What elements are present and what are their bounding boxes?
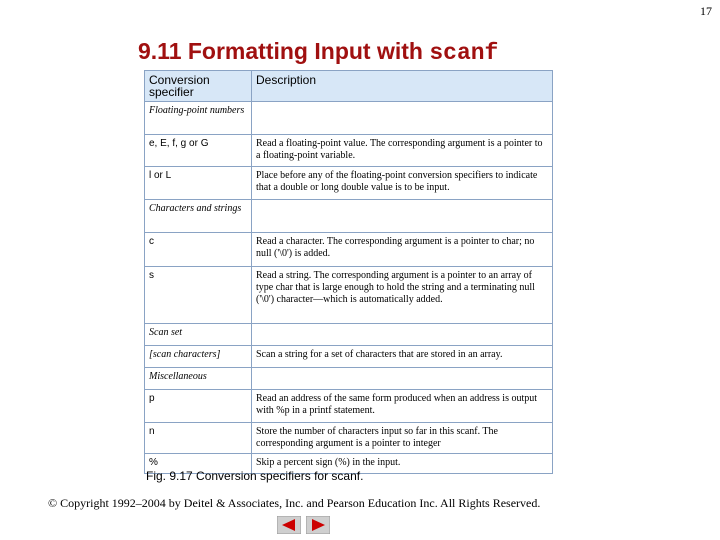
left-arrow-icon[interactable] (277, 516, 301, 534)
table-header-row (145, 71, 553, 102)
title-code: scanf (429, 40, 499, 66)
conversion-specifier-table (144, 70, 553, 474)
specifier-cell: n (145, 423, 252, 454)
specifier-cell: c (145, 233, 252, 267)
specifier-cell: Miscellaneous (145, 368, 252, 390)
table-row (145, 167, 553, 200)
specifier-cell: Floating-point numbers (145, 102, 252, 135)
description-cell: Place before any of the floating-point conversion specifiers to indicate that a double or long double value is to be input. (252, 167, 553, 200)
slide-title (138, 38, 498, 66)
specifier-cell: p (145, 390, 252, 423)
table-row (145, 200, 553, 233)
title-text: 9.11 Formatting Input with (138, 38, 430, 64)
table-row (145, 233, 553, 267)
copyright-notice: © Copyright 1992–2004 by Deitel & Associates, Inc. and Pearson Education Inc. All Rights Reserved. (48, 496, 541, 510)
specifier-cell: % (145, 454, 252, 474)
specifier-cell: [scan characters] (145, 346, 252, 368)
right-arrow-icon[interactable] (306, 516, 330, 534)
description-cell: Read a character. The corresponding argument is a pointer to char; no null ('\0') is added. (252, 233, 553, 267)
page-number: 17 (700, 4, 712, 18)
specifier-cell: Characters and strings (145, 200, 252, 233)
description-cell: Scan a string for a set of characters that are stored in an array. (252, 346, 553, 368)
table-row (145, 423, 553, 454)
table-row (145, 102, 553, 135)
description-cell: Read an address of the same form produced when an address is output with %p in a printf statement. (252, 390, 553, 423)
figure-caption: Fig. 9.17 Conversion specifiers for scanf. (146, 469, 364, 483)
description-cell: Read a string. The corresponding argument is a pointer to an array of type char that is large enough to hold the string and a terminating null ('\0') character—which is automatically added. (252, 267, 553, 324)
description-cell (252, 102, 553, 135)
description-cell: Store the number of characters input so far in this scanf. The corresponding argument is a pointer to integer (252, 423, 553, 454)
specifier-cell: Scan set (145, 324, 252, 346)
header-conversion-specifier: Conversion specifier (145, 71, 252, 102)
description-cell (252, 324, 553, 346)
table-row (145, 324, 553, 346)
table-row (145, 390, 553, 423)
table-row (145, 346, 553, 368)
specifier-cell: l or L (145, 167, 252, 200)
table-row (145, 368, 553, 390)
description-cell (252, 368, 553, 390)
description-cell (252, 200, 553, 233)
table-row (145, 135, 553, 167)
header-description: Description (252, 71, 553, 102)
description-cell: Skip a percent sign (%) in the input. (252, 454, 553, 474)
specifier-cell: s (145, 267, 252, 324)
table-row (145, 267, 553, 324)
specifier-cell: e, E, f, g or G (145, 135, 252, 167)
description-cell: Read a floating-point value. The corresponding argument is a pointer to a floating-point variable. (252, 135, 553, 167)
